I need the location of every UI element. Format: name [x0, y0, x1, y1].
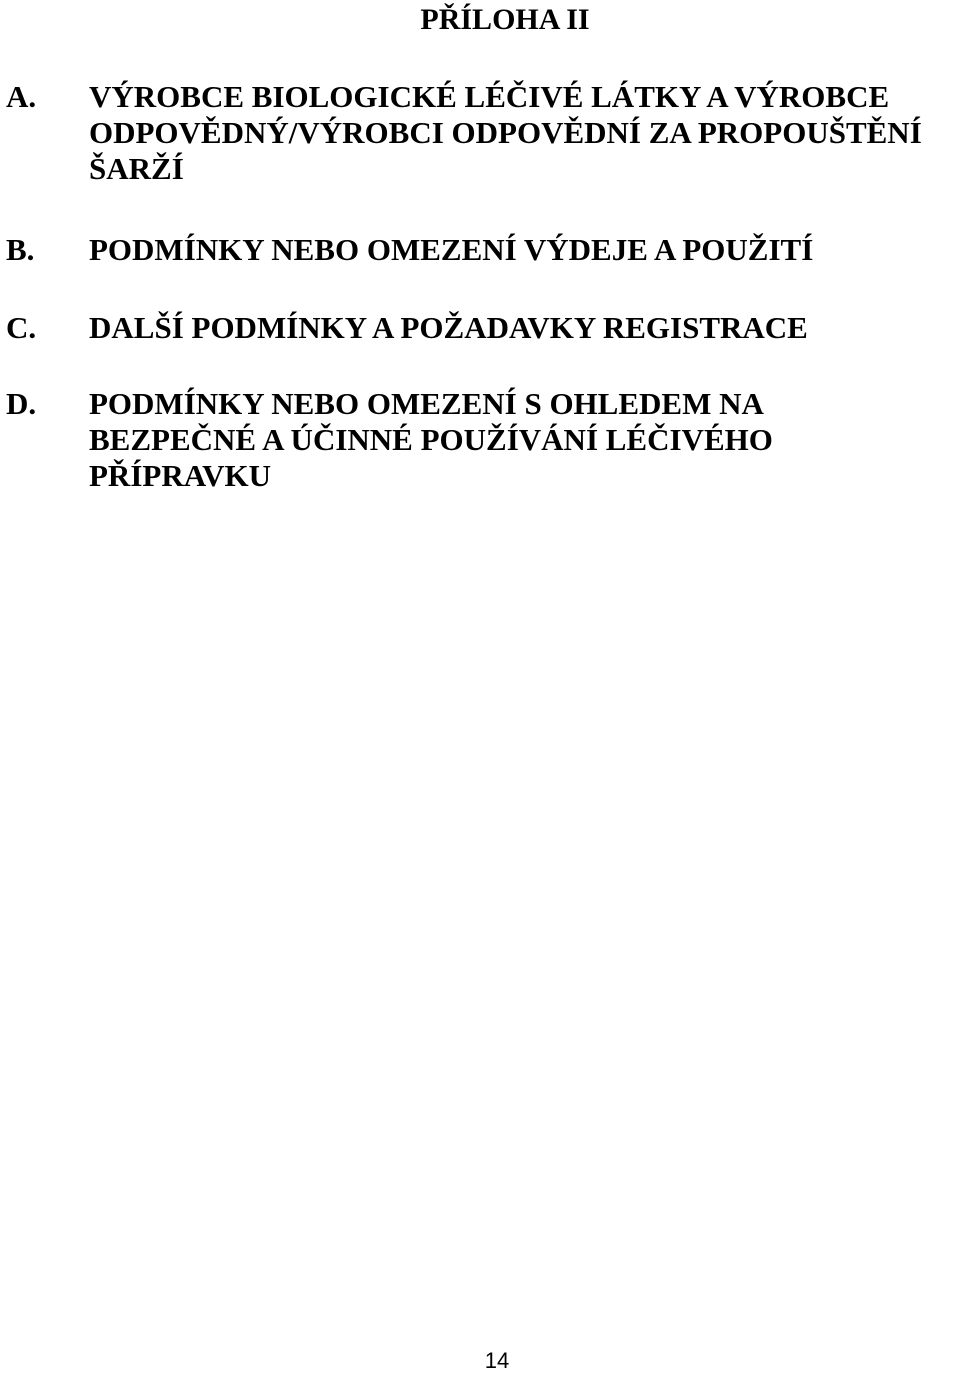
heading-line: PŘÍPRAVKU — [89, 458, 271, 493]
section-letter: C. — [6, 310, 37, 345]
section-heading — [89, 310, 949, 346]
heading-line: DALŠÍ PODMÍNKY A POŽADAVKY REGISTRACE — [89, 310, 808, 345]
section-letter: B. — [6, 232, 35, 267]
section-heading — [89, 232, 949, 268]
heading-line: ODPOVĚDNÝ/VÝROBCI ODPOVĚDNÍ ZA PROPOUŠTĚNÍ — [89, 115, 922, 150]
section-letter: D. — [6, 386, 37, 421]
section-heading — [89, 386, 949, 494]
section-letter: A. — [6, 79, 37, 114]
heading-line: BEZPEČNÉ A ÚČINNÉ POUŽÍVÁNÍ LÉČIVÉHO — [89, 422, 773, 457]
section-heading — [89, 79, 949, 187]
heading-line: PODMÍNKY NEBO OMEZENÍ S OHLEDEM NA — [89, 386, 764, 421]
page-number: 14 — [484, 1348, 510, 1373]
page-title: PŘÍLOHA II — [420, 3, 590, 36]
heading-line: VÝROBCE BIOLOGICKÉ LÉČIVÉ LÁTKY A VÝROBCE — [89, 79, 890, 114]
heading-line: ŠARŽÍ — [89, 151, 184, 186]
heading-line: PODMÍNKY NEBO OMEZENÍ VÝDEJE A POUŽITÍ — [89, 232, 814, 267]
